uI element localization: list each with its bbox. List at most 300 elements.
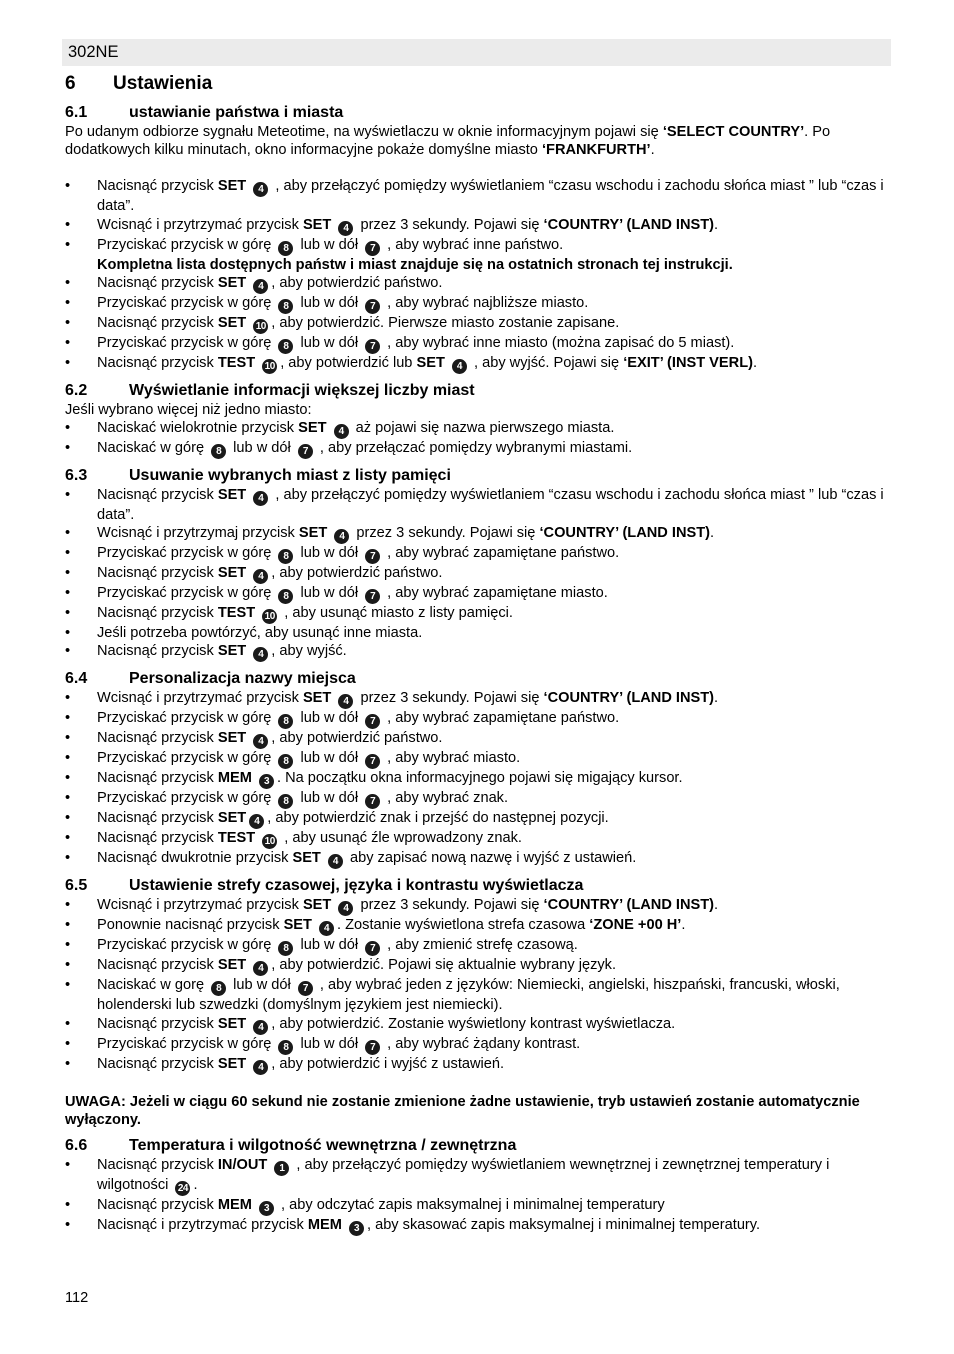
text-run: Wcisnąć i przytrzymaj przycisk	[97, 525, 299, 542]
text-run: Przyciskać przycisk w górę	[97, 790, 276, 807]
bold-text: SET	[217, 730, 247, 747]
list-item	[65, 896, 891, 916]
bullet-icon: •	[65, 274, 71, 291]
bullet-icon: •	[65, 917, 71, 934]
text-run: Nacisnąć i przytrzymać przycisk	[97, 1217, 308, 1234]
text-run: , aby wybrać zapamiętane państwo.	[383, 710, 620, 727]
text-run: lub w dół	[296, 750, 363, 767]
button-number-8-icon: 8	[278, 794, 293, 809]
bullet-icon: •	[65, 830, 71, 847]
list-item	[65, 216, 891, 236]
text-run: przez 3 sekundy. Pojawi się	[356, 897, 544, 914]
text-run: Nacisnąć przycisk	[97, 605, 218, 622]
text-run: , aby przełączyć pomiędzy wyświetlaniem “czasu wschodu i zachodu słońca miast ” lub “czas i data”.	[97, 487, 884, 524]
bullet-icon: •	[65, 957, 71, 974]
button-number-4-icon: 4	[253, 647, 268, 662]
text-run: , aby wybrać inne miasto (można zapisać do 5 miast).	[383, 334, 735, 351]
intro-paragraph	[65, 123, 891, 159]
bullet-icon: •	[65, 314, 71, 331]
section-number: 6	[65, 73, 76, 94]
button-number-3-icon: 3	[349, 1221, 364, 1236]
text-run: przez 3 sekundy. Pojawi się	[356, 690, 544, 707]
subsection-heading	[65, 876, 891, 896]
bullet-icon: •	[65, 1055, 71, 1072]
text-run: Nacisnąć przycisk	[97, 314, 218, 331]
bold-text: SET	[302, 690, 332, 707]
text-run: , aby wybrać zapamiętane miasto.	[383, 585, 608, 602]
text-run	[331, 217, 335, 233]
bold-text: TEST	[217, 830, 256, 847]
button-number-7-icon: 7	[365, 794, 380, 809]
list-item	[65, 334, 891, 354]
bold-text: SET	[217, 178, 247, 195]
text-run: . Na początku okna informacyjnego pojawi się migający kursor.	[276, 770, 683, 787]
button-number-8-icon: 8	[211, 444, 226, 459]
page-number: 112	[65, 1290, 89, 1306]
text-run: Wcisnąć i przytrzymać przycisk	[97, 690, 303, 707]
subsection-heading	[65, 669, 891, 689]
bullet-icon: •	[65, 236, 71, 253]
text-run: Nacisnąć przycisk	[97, 1015, 218, 1032]
text-run: , aby potwierdzić państwo.	[271, 730, 443, 747]
bullet-icon: •	[65, 525, 71, 542]
button-number-4-icon: 4	[253, 491, 268, 506]
button-number-10-icon: 10	[262, 359, 277, 374]
list-item	[65, 439, 891, 459]
list-item	[65, 749, 891, 769]
bullet-icon: •	[65, 730, 71, 747]
text-run	[321, 850, 325, 866]
text-run: Nacisnąć przycisk	[97, 565, 218, 582]
bullet-icon: •	[65, 585, 71, 602]
button-number-4-icon: 4	[253, 279, 268, 294]
text-run	[246, 275, 250, 291]
button-number-4-icon: 4	[253, 734, 268, 749]
bold-text: SET	[298, 420, 327, 437]
list-item	[65, 1055, 891, 1075]
bold-text: ‘ZONE +00 H’	[589, 917, 682, 934]
text-run: .	[193, 1177, 198, 1194]
bold-text: SET	[217, 957, 247, 974]
bold-text: SET	[217, 314, 247, 331]
subsection-title: Temperatura i wilgotność wewnętrzna / zewnętrzna	[129, 1137, 517, 1155]
bullet-icon: •	[65, 605, 71, 622]
bold-text: SET	[217, 487, 247, 504]
text-run: , aby przełączyć pomiędzy wyświetlaniem “czasu wschodu i zachodu słońca miast ” lub “czas i data”.	[97, 178, 884, 215]
bullet-icon: •	[65, 1157, 71, 1174]
list-item	[65, 1035, 891, 1055]
text-run: , aby wybrać najbliższe miasto.	[383, 294, 589, 311]
button-number-4-icon: 4	[334, 529, 349, 544]
text-run: Wcisnąć i przytrzymać przycisk	[97, 897, 303, 914]
list-item	[65, 524, 891, 544]
text-run: Ponownie nacisnąć przycisk	[97, 917, 284, 934]
text-run: , aby zmienić strefę czasową.	[383, 937, 578, 954]
list-item	[65, 564, 891, 584]
text-run	[246, 178, 250, 194]
list-item	[65, 177, 891, 215]
text-run: Naciskać w gorę	[97, 977, 209, 994]
text-run: lub w dół	[296, 710, 363, 727]
button-number-8-icon: 8	[211, 981, 226, 996]
text-run: lub w dół	[296, 937, 363, 954]
header-bar	[62, 39, 891, 66]
text-run: Jeśli potrzeba powtórzyć, aby usunąć inne miasta.	[97, 625, 423, 642]
button-number-4-icon: 4	[338, 694, 353, 709]
instruction-list	[65, 486, 891, 662]
text-run: Przyciskać przycisk w górę	[97, 236, 276, 253]
text-run: , aby wybrać znak.	[383, 790, 509, 807]
button-number-8-icon: 8	[278, 1040, 293, 1055]
text-run: , aby potwierdzić. Zostanie wyświetlony kontrast wyświetlacza.	[271, 1015, 676, 1032]
list-item	[65, 584, 891, 604]
button-number-1-icon: 1	[274, 1161, 289, 1176]
button-number-7-icon: 7	[298, 981, 313, 996]
bold-text: SET	[217, 1055, 247, 1072]
text-run	[327, 525, 331, 541]
text-run: Nacisnąć przycisk	[97, 1055, 218, 1072]
text-run: aż pojawi się nazwa pierwszego miasta.	[351, 420, 615, 437]
text-run: Nacisnąć przycisk	[97, 810, 218, 827]
button-number-8-icon: 8	[278, 299, 293, 314]
text-run: lub w dół	[296, 585, 363, 602]
bold-text: TEST	[217, 354, 256, 371]
subsection-heading	[65, 1136, 891, 1156]
list-item	[65, 809, 891, 829]
text-run: lub w dół	[296, 334, 363, 351]
text-run: aby zapisać nową nazwę i wyjść z ustawień.	[345, 850, 637, 867]
bullet-icon: •	[65, 565, 71, 582]
bold-text: ‘FRANKFURTH’	[541, 142, 651, 159]
text-run	[252, 770, 256, 786]
button-number-10-icon: 10	[262, 609, 277, 624]
bold-text: ‘COUNTRY’ (LAND INST)	[539, 525, 710, 542]
text-run: Przyciskać przycisk w górę	[97, 750, 276, 767]
instruction-list	[65, 896, 891, 1074]
bold-text: SET	[217, 565, 247, 582]
button-number-8-icon: 8	[278, 941, 293, 956]
text-run: Wcisnąć i przytrzymać przycisk	[97, 216, 303, 233]
button-number-8-icon: 8	[278, 714, 293, 729]
text-run: .	[714, 216, 719, 233]
bold-text: MEM	[307, 1217, 342, 1234]
subsection-number: 6.3	[65, 467, 88, 485]
button-number-4-icon: 4	[253, 1020, 268, 1035]
text-run: lub w dół	[296, 545, 363, 562]
subsection-title: Usuwanie wybranych miast z listy pamięci	[129, 467, 451, 485]
text-run: lub w dół	[296, 790, 363, 807]
button-number-7-icon: 7	[365, 339, 380, 354]
bullet-icon: •	[65, 770, 71, 787]
subsection-title: Wyświetlanie informacji większej liczby miast	[129, 381, 475, 399]
section-heading	[65, 72, 891, 96]
button-number-7-icon: 7	[365, 754, 380, 769]
list-item	[65, 1216, 891, 1236]
bold-text: TEST	[217, 605, 256, 622]
button-number-4-icon: 4	[328, 854, 343, 869]
bullet-icon: •	[65, 897, 71, 914]
text-run	[255, 605, 259, 621]
text-run	[246, 1016, 250, 1032]
bullet-icon: •	[65, 354, 71, 371]
text-run: lub w dół	[229, 977, 295, 994]
text-run: , aby wybrać żądany kontrast.	[383, 1035, 581, 1052]
bullet-icon: •	[65, 850, 71, 867]
text-run: Przyciskać przycisk w górę	[97, 585, 276, 602]
button-number-7-icon: 7	[365, 549, 380, 564]
model-name: 302NE	[68, 43, 119, 61]
bold-text: SET	[217, 1015, 247, 1032]
bold-text: SET	[292, 850, 321, 867]
text-run	[246, 487, 250, 503]
text-run: .	[714, 690, 719, 707]
text-run: , aby wyjść.	[271, 643, 347, 660]
bold-text: MEM	[217, 1197, 252, 1214]
list-item	[65, 709, 891, 729]
list-item	[65, 294, 891, 314]
subsection-title: ustawianie państwa i miasta	[129, 104, 344, 121]
text-run	[331, 690, 335, 706]
bullet-icon: •	[65, 643, 71, 660]
section-title: Ustawienia	[113, 73, 213, 94]
button-number-4-icon: 4	[249, 814, 264, 829]
bullet-icon: •	[65, 334, 71, 351]
warning-note: UWAGA: Jeżeli w ciągu 60 sekund nie zostanie zmienione żadne ustawienie, tryb ustawień zostanie automatycznie wyłączony.	[65, 1093, 860, 1128]
text-run: przez 3 sekundy. Pojawi się	[352, 525, 540, 542]
bold-text: SET	[416, 354, 445, 371]
button-number-24-icon: 24	[175, 1181, 190, 1196]
subsections-container	[65, 103, 891, 1236]
subsection-number: 6.2	[65, 381, 88, 399]
button-number-4-icon: 4	[253, 1060, 268, 1075]
subsection-heading	[65, 466, 891, 486]
text-run	[246, 643, 250, 659]
bold-text: Kompletna lista dostępnych państw i miast znajduje się na ostatnich stronach tej instrukcji.	[97, 256, 733, 273]
text-run: lub w dół	[296, 294, 363, 311]
text-run: Naciskać w górę	[97, 440, 209, 457]
bullet-icon: •	[65, 690, 71, 707]
bullet-icon: •	[65, 977, 71, 994]
text-run: Nacisnąć przycisk	[97, 274, 218, 291]
text-run: Nacisnąć przycisk	[97, 178, 218, 195]
list-item	[65, 689, 891, 709]
text-run: Nacisnąć przycisk	[97, 643, 218, 660]
text-run	[255, 355, 259, 371]
bullet-icon: •	[65, 810, 71, 827]
text-run	[342, 1217, 346, 1233]
bullet-icon: •	[65, 937, 71, 954]
list-item	[65, 956, 891, 976]
text-run: , aby potwierdzić i wyjść z ustawień.	[271, 1055, 505, 1072]
text-run	[246, 1056, 250, 1072]
text-run: Przyciskać przycisk w górę	[97, 710, 276, 727]
text-run: , aby potwierdzić państwo.	[271, 274, 443, 291]
button-number-4-icon: 4	[319, 921, 334, 936]
text-run: lub w dół	[229, 440, 295, 457]
instruction-list	[65, 419, 891, 459]
text-run: Przyciskać przycisk w górę	[97, 545, 276, 562]
bullet-icon: •	[65, 487, 71, 504]
bullet-icon: •	[65, 710, 71, 727]
document-content	[65, 70, 891, 1236]
text-run: , aby wybrać zapamiętane państwo.	[383, 545, 620, 562]
text-run: przez 3 sekundy. Pojawi się	[356, 216, 544, 233]
text-run: Nacisnąć dwukrotnie przycisk	[97, 850, 293, 867]
text-run	[255, 830, 259, 846]
text-run: lub w dół	[296, 1035, 363, 1052]
list-item	[65, 354, 891, 374]
text-run	[331, 897, 335, 913]
list-item	[65, 849, 891, 869]
text-run: , aby potwierdzić lub	[280, 354, 417, 371]
bullet-icon: •	[65, 1035, 71, 1052]
text-run: , aby potwierdzić znak i przejść do następnej pozycji.	[267, 810, 609, 827]
text-run: Przyciskać przycisk w górę	[97, 1035, 276, 1052]
text-run: .	[681, 917, 686, 934]
text-run	[246, 730, 250, 746]
text-run: Nacisnąć przycisk	[97, 487, 218, 504]
list-item	[65, 1156, 891, 1196]
text-run: . Zostanie wyświetlona strefa czasowa	[337, 917, 590, 934]
text-run: , aby wybrać inne państwo.	[383, 236, 564, 253]
list-item	[65, 936, 891, 956]
bold-text: SET	[283, 917, 312, 934]
list-item	[65, 642, 891, 662]
list-item	[65, 624, 891, 642]
instruction-list	[65, 177, 891, 373]
button-number-4-icon: 4	[253, 182, 268, 197]
button-number-8-icon: 8	[278, 549, 293, 564]
bullet-icon: •	[65, 750, 71, 767]
text-run: Przyciskać przycisk w górę	[97, 937, 276, 954]
list-item	[65, 274, 891, 294]
button-number-10-icon: 10	[262, 834, 277, 849]
button-number-4-icon: 4	[338, 901, 353, 916]
subsection-title: Ustawienie strefy czasowej, języka i kontrastu wyświetlacza	[129, 877, 584, 895]
subsection-heading	[65, 103, 891, 123]
subsection-number: 6.6	[65, 1137, 88, 1155]
text-run: .	[714, 897, 719, 914]
list-item	[65, 314, 891, 334]
bullet-icon: •	[65, 1015, 71, 1032]
list-item	[65, 604, 891, 624]
text-run: Naciskać wielokrotnie przycisk	[97, 420, 299, 437]
subsection-number: 6.1	[65, 104, 88, 121]
text-run	[327, 420, 331, 436]
list-item	[65, 829, 891, 849]
button-number-4-icon: 4	[338, 221, 353, 236]
list-item	[65, 789, 891, 809]
list-item	[65, 769, 891, 789]
list-item	[65, 486, 891, 524]
button-number-8-icon: 8	[278, 241, 293, 256]
button-number-7-icon: 7	[365, 1040, 380, 1055]
text-run: Nacisnąć przycisk	[97, 770, 218, 787]
text-run: , aby usunąć źle wprowadzony znak.	[280, 830, 522, 847]
button-number-7-icon: 7	[365, 714, 380, 729]
subsection-heading	[65, 381, 891, 401]
text-run	[246, 957, 250, 973]
text-run	[246, 565, 250, 581]
text-run	[252, 1197, 256, 1213]
text-run: , aby usunąć miasto z listy pamięci.	[280, 605, 513, 622]
bold-text: ‘SELECT COUNTRY’	[662, 124, 805, 140]
button-number-8-icon: 8	[278, 589, 293, 604]
button-number-7-icon: 7	[365, 299, 380, 314]
bullet-icon: •	[65, 1197, 71, 1214]
text-run: lub w dół	[296, 236, 363, 253]
text-run: Nacisnąć przycisk	[97, 730, 218, 747]
list-item	[65, 1015, 891, 1035]
text-run: , aby potwierdzić. Pojawi się aktualnie wybrany język.	[271, 957, 617, 974]
button-number-7-icon: 7	[365, 589, 380, 604]
bold-text: SET	[298, 525, 328, 542]
bold-text: SET	[217, 274, 247, 291]
text-run: Nacisnąć przycisk	[97, 354, 218, 371]
text-run	[445, 355, 449, 371]
bold-text: ‘EXIT’ (INST VERL)	[623, 354, 753, 371]
text-run: Nacisnąć przycisk	[97, 1197, 218, 1214]
button-number-4-icon: 4	[253, 569, 268, 584]
button-number-4-icon: 4	[452, 359, 467, 374]
text-run: , aby wybrać miasto.	[383, 750, 521, 767]
bullet-icon: •	[65, 545, 71, 562]
bold-text: IN/OUT	[217, 1157, 268, 1174]
text-run: , aby wyjść. Pojawi się	[469, 354, 624, 371]
text-run: Jeśli wybrano więcej niż jedno miasto:	[65, 401, 312, 418]
list-item	[65, 976, 891, 1014]
bold-text: ‘COUNTRY’ (LAND INST)	[543, 690, 715, 707]
text-run: Nacisnąć przycisk	[97, 957, 218, 974]
subsection-number: 6.4	[65, 670, 88, 688]
bullet-icon: •	[65, 1217, 71, 1234]
button-number-10-icon: 10	[253, 319, 268, 334]
text-run: Nacisnąć przycisk	[97, 1157, 218, 1174]
text-run: , aby potwierdzić. Pierwsze miasto zostanie zapisane.	[271, 314, 620, 331]
text-run: Nacisnąć przycisk	[97, 830, 218, 847]
instruction-list	[65, 1156, 891, 1236]
text-run: Przyciskać przycisk w górę	[97, 334, 276, 351]
bullet-icon: •	[65, 420, 71, 437]
subsection-number: 6.5	[65, 877, 88, 895]
text-run: .	[650, 142, 655, 159]
list-item	[65, 544, 891, 564]
button-number-8-icon: 8	[278, 754, 293, 769]
text-run: , aby potwierdzić państwo.	[271, 565, 443, 582]
list-item	[65, 729, 891, 749]
bullet-icon: •	[65, 294, 71, 311]
bold-text: SET	[217, 810, 247, 827]
text-run	[312, 917, 316, 933]
button-number-7-icon: 7	[365, 241, 380, 256]
subsection-title: Personalizacja nazwy miejsca	[129, 670, 356, 688]
text-run: Po udanym odbiorze sygnału Meteotime, na wyświetlaczu w oknie informacyjnym pojawi się	[65, 124, 663, 140]
bullet-icon: •	[65, 790, 71, 807]
button-number-7-icon: 7	[298, 444, 313, 459]
text-run: .	[710, 525, 715, 542]
list-item	[65, 419, 891, 439]
text-run: . Po dodatkowych kilku minutach, okno informacyjne pokaże domyślne miasto	[65, 124, 831, 159]
text-run: , aby wybrać jeden z języków: Niemiecki, angielski, hiszpański, francuski, włoski, holenderski lub szwedzki (domyślnym językiem jest niemiecki).	[97, 977, 840, 1014]
button-number-7-icon: 7	[365, 941, 380, 956]
intro-paragraph	[65, 401, 891, 419]
text-run: , aby przełączać pomiędzy wybranymi miastami.	[315, 440, 633, 457]
text-run	[246, 315, 250, 331]
bullet-icon: •	[65, 178, 71, 195]
bold-text: ‘COUNTRY’ (LAND INST)	[543, 216, 715, 233]
text-run: Przyciskać przycisk w górę	[97, 294, 276, 311]
text-run	[267, 1157, 271, 1173]
